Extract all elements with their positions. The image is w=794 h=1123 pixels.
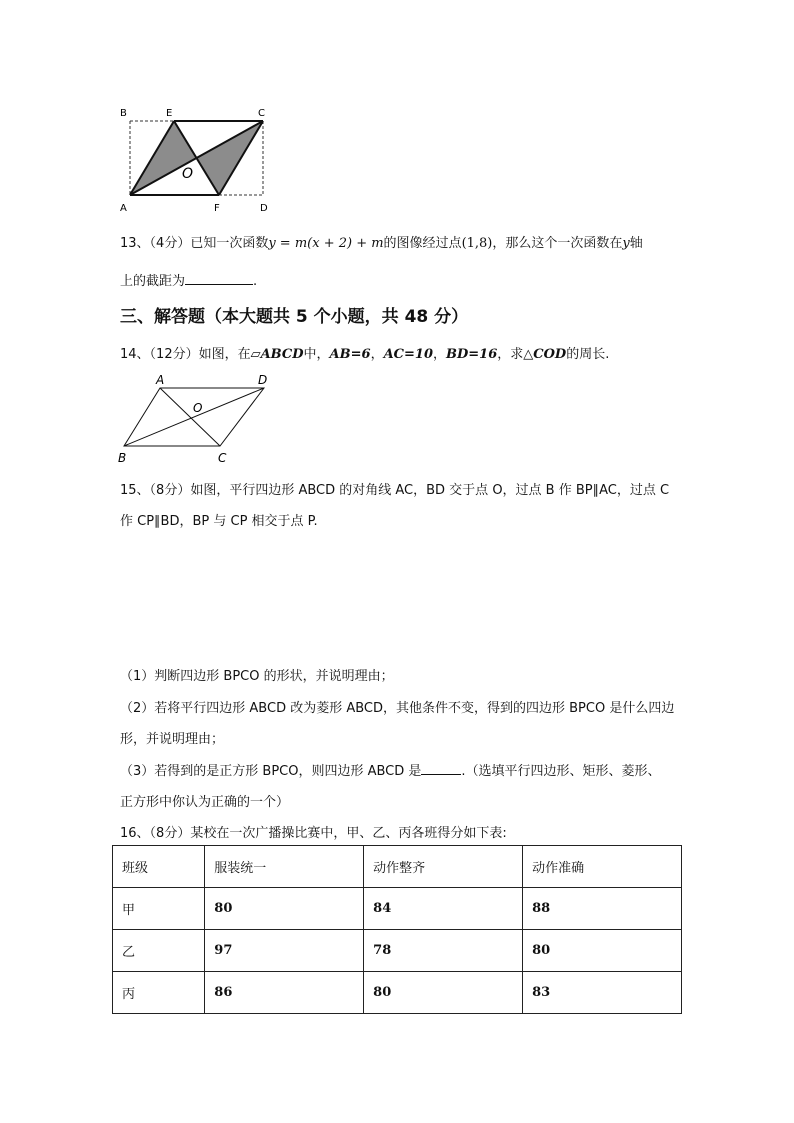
q13-answer-blank[interactable] <box>185 272 253 285</box>
table-header-row <box>113 846 682 888</box>
figure-parallelogram-abcd <box>112 370 282 466</box>
q13-end: 轴 <box>629 236 643 251</box>
q13-suffix: ，那么这个一次函数在 <box>492 236 623 251</box>
question-15-line-1: 15、（8分）如图，平行四边形 ABCD 的对角线 AC，BD 交于点 O，过点 B 作 BP∥AC，过点 C <box>120 483 670 498</box>
table-cell: 80 <box>364 972 523 1014</box>
q14-end: 的周长. <box>566 347 610 362</box>
q14-bd: BD=16 <box>446 347 498 362</box>
label-o: O <box>193 401 203 415</box>
table-cell: 丙 <box>113 972 205 1014</box>
q14-ac: AC=10 <box>383 347 433 362</box>
header-class: 班级 <box>113 846 205 888</box>
score-table <box>112 845 682 1014</box>
table-cell: 甲 <box>113 888 205 930</box>
question-15-sub-3-line-2: 正方形中你认为正确的一个） <box>120 795 290 810</box>
shaded-triangle-left <box>130 121 196 195</box>
table-cell: 83 <box>523 972 682 1014</box>
q13-axis: y <box>622 236 630 251</box>
question-15-line-2: 作 CP∥BD，BP 与 CP 相交于点 P. <box>120 514 318 529</box>
q13-prefix: 13、（4分）已知一次函数 <box>120 236 269 251</box>
table-cell: 88 <box>523 888 682 930</box>
label-a: A <box>120 203 127 214</box>
q13-function: y = m(x + 2) + m <box>268 236 384 251</box>
header-uniform: 服装统一 <box>205 846 364 888</box>
q14-sep1: ， <box>370 347 384 362</box>
diagonal-bd <box>124 388 264 446</box>
q14-prefix: 14、（12分）如图，在 <box>120 347 251 362</box>
table-cell: 86 <box>205 972 364 1014</box>
table-cell: 78 <box>364 930 523 972</box>
question-15-sub-1: （1）判断四边形 BPCO 的形状，并说明理由； <box>120 669 394 684</box>
table-row <box>113 972 682 1014</box>
section-3-heading: 三、解答题（本大题共 5 个小题，共 48 分） <box>120 307 469 327</box>
q15-sub3-a: （3）若得到的是正方形 BPCO，则四边形 ABCD 是 <box>120 764 422 779</box>
question-14 <box>120 343 609 362</box>
header-neat: 动作整齐 <box>364 846 523 888</box>
label-b: B <box>120 108 127 119</box>
table-cell: 84 <box>364 888 523 930</box>
shaded-triangle-right <box>196 121 263 195</box>
question-13-line-1 <box>120 232 643 251</box>
label-d: D <box>260 203 268 214</box>
table-cell: 97 <box>205 930 364 972</box>
q14-sep2: ， <box>433 347 447 362</box>
label-o: O <box>182 166 194 182</box>
q14-cod: COD <box>533 347 567 362</box>
question-13-line-2 <box>120 270 257 289</box>
table-cell: 80 <box>523 930 682 972</box>
label-c: C <box>258 108 265 119</box>
table-row <box>113 888 682 930</box>
q13-point: (1,8) <box>461 236 493 251</box>
q14-parallelogram: ▱ABCD <box>250 347 304 362</box>
q14-mid2: ，求△ <box>497 347 534 362</box>
q13-line2: 上的截距为 <box>120 274 186 289</box>
q15-sub3-b: .（选填平行四边形、矩形、菱形、 <box>461 764 661 779</box>
question-15-sub-3-line-1 <box>120 760 661 779</box>
table-cell: 80 <box>205 888 364 930</box>
q15-answer-blank[interactable] <box>421 762 461 775</box>
question-15-sub-2-line-2: 形，并说明理由； <box>120 732 225 747</box>
table-row <box>113 930 682 972</box>
label-a: A <box>156 373 165 387</box>
q14-mid1: 中， <box>303 347 330 362</box>
label-c: C <box>218 451 227 465</box>
q13-line2-end: . <box>253 274 258 289</box>
q13-middle: 的图像经过点 <box>383 236 462 251</box>
q14-ab: AB=6 <box>329 347 371 362</box>
question-16: 16、（8分）某校在一次广播操比赛中，甲、乙、丙各班得分如下表: <box>120 826 507 841</box>
diagonal-ac <box>160 388 220 446</box>
label-f: F <box>214 203 220 214</box>
label-b: B <box>118 451 127 465</box>
question-15-sub-2-line-1: （2）若将平行四边形 ABCD 改为菱形 ABCD，其他条件不变，得到的四边形 BPCO 是什么四边 <box>120 701 675 716</box>
label-d: D <box>258 373 268 387</box>
table-cell: 乙 <box>113 930 205 972</box>
label-e: E <box>166 108 173 119</box>
figure-rectangle-abcd <box>114 102 274 214</box>
header-accurate: 动作准确 <box>523 846 682 888</box>
